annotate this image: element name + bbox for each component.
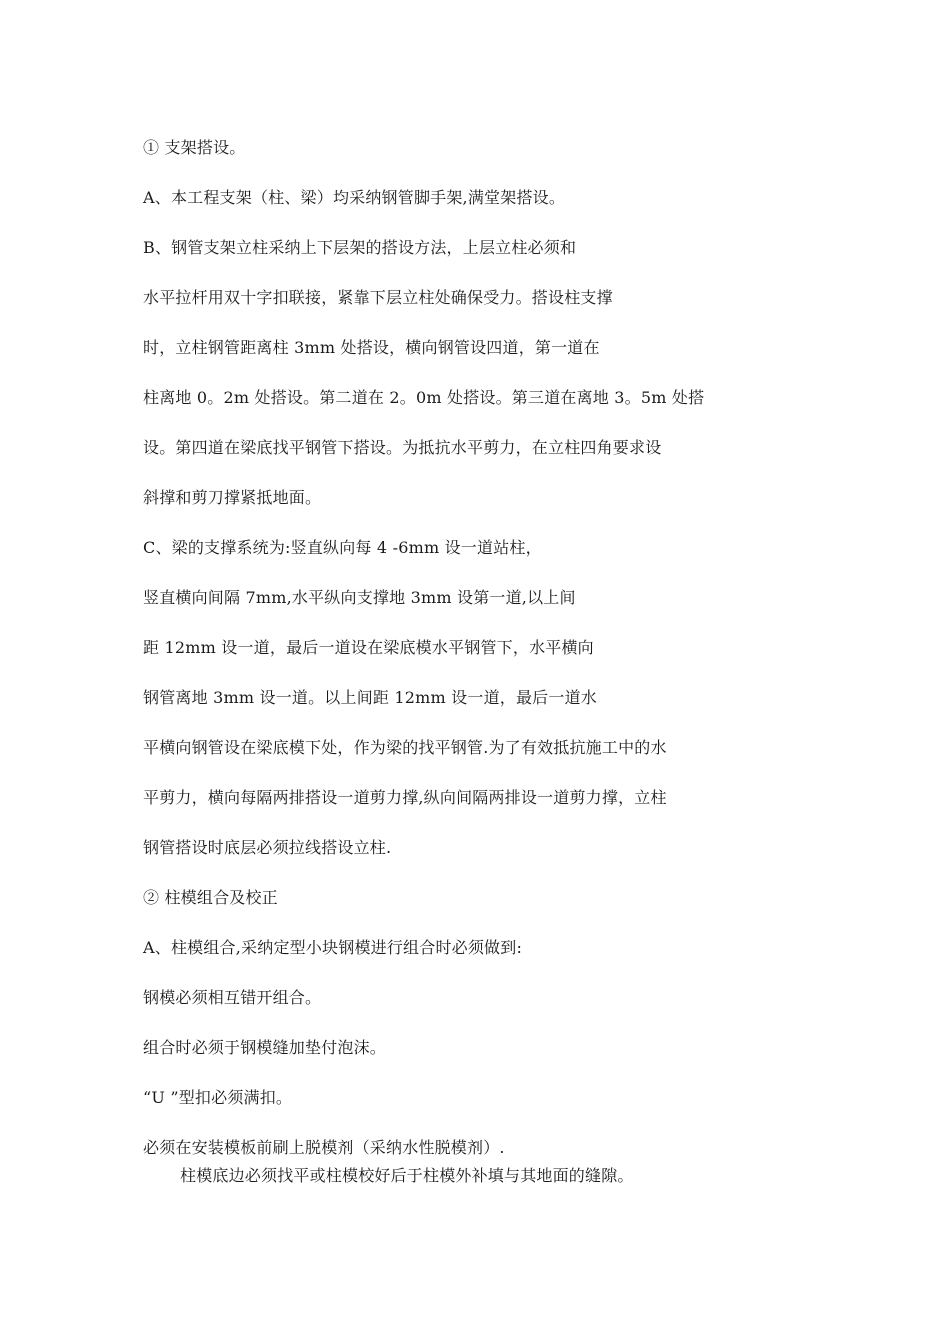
text-line: 平剪力，横向每隔两排搭设一道剪力撑,纵向间隔两排设一道剪力撑，立柱 — [143, 788, 667, 807]
text-line: 组合时必须于钢模缝加垫付泡沫。 — [143, 1038, 387, 1057]
text-line: 斜撑和剪刀撑紧抵地面。 — [143, 488, 322, 507]
text-line: 设。第四道在梁底找平钢管下搭设。为抵抗水平剪力，在立柱四角要求设 — [143, 438, 662, 457]
text-line: 柱模底边必须找平或柱模校好后于柱模外补填与其地面的缝隙。 — [180, 1166, 634, 1185]
text-line: B、钢管支架立柱采纳上下层架的搭设方法，上层立柱必须和 — [143, 238, 577, 257]
text-line: 柱离地 0。2m 处搭设。第二道在 2。0m 处搭设。第三道在离地 3。5m 处搭 — [143, 388, 705, 407]
text-line: 钢管离地 3mm 设一道。以上间距 12mm 设一道，最后一道水 — [143, 688, 597, 707]
text-line: 钢管搭设时底层必须拉线搭设立柱. — [143, 838, 392, 857]
text-line: 必须在安装模板前刷上脱模剂（采纳水性脱模剂）. — [143, 1138, 505, 1157]
text-line: 平横向钢管设在梁底模下处，作为梁的找平钢管.为了有效抵抗施工中的水 — [143, 738, 667, 757]
text-line: 水平拉杆用双十字扣联接，紧靠下层立柱处确保受力。搭设柱支撑 — [143, 288, 613, 307]
text-line: ① 支架搭设。 — [143, 138, 246, 157]
text-line: 竖直横向间隔 7mm,水平纵向支撑地 3mm 设第一道,以上间 — [143, 588, 576, 607]
text-line: A、柱模组合,采纳定型小块钢模进行组合时必须做到: — [143, 938, 523, 957]
text-line: 时，立柱钢管距离柱 3mm 处搭设，横向钢管设四道，第一道在 — [143, 338, 600, 357]
text-line: “U ”型扣必须满扣。 — [143, 1088, 293, 1107]
text-line: C、梁的支撑系统为:竖直纵向每 4 -6mm 设一道站柱， — [143, 538, 542, 557]
text-line: 钢模必须相互错开组合。 — [143, 988, 322, 1007]
text-line: 距 12mm 设一道，最后一道设在梁底模水平钢管下，水平横向 — [143, 638, 594, 657]
section-heading: ② 柱模组合及校正 — [143, 888, 278, 907]
text-line: A、本工程支架（柱、梁）均采纳钢管脚手架,满堂架搭设。 — [143, 188, 566, 207]
